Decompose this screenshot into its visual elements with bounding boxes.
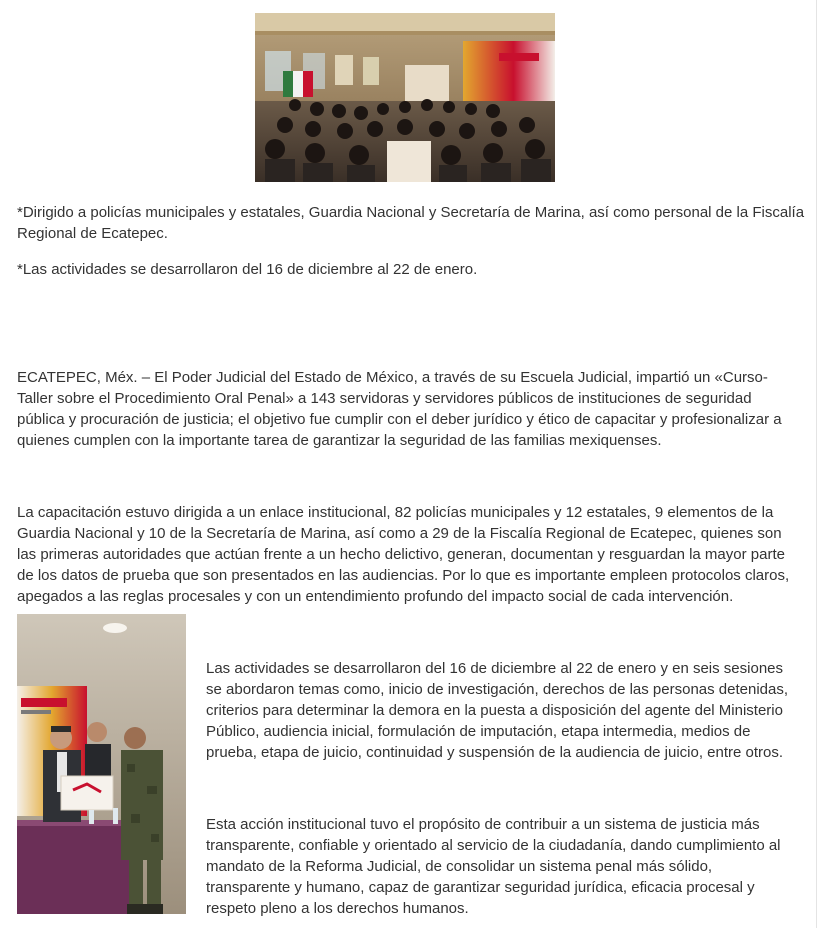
summary-bullet-2: *Las actividades se desarrollaron del 16 de diciembre al 22 de enero. (17, 261, 478, 278)
article-paragraph-1: ECATEPEC, Méx. – El Poder Judicial del Estado de México, a través de su Escuela Judicial, impartió un «Curso-Taller sobre el Procedimiento Oral Penal» a 143 servidoras y servidores públicos de instituciones de seguridad pública y procuración de justicia; el objetivo fue cumplir con el deber jurídico y ético de capacitar y profesionalizar a quienes cumplen con la importante tarea de garantizar la seguridad de las familias mexiquenses. (17, 369, 782, 449)
article-paragraph-4: Esta acción institucional tuvo el propósito de contribuir a un sistema de justicia más transparente, confiable y orientado al servicio de la ciudadanía, dando cumplimiento al mandato de la Reforma Judicial, de consolidar un sistema penal más sólido, transparente y humano, capaz de garantizar seguridad jurídica, eficacia procesal y respeto pleno a los derechos humanos. (206, 816, 781, 917)
event-photo-audience (255, 13, 555, 182)
article-paragraph-2: La capacitación estuvo dirigida a un enlace institucional, 82 policías municipales y 12 estatales, 9 elementos de la Guardia Nacional y 10 de la Secretaría de Marina, así como a 29 de la Fiscalía Regional de Ecatepec, quienes son las primeras autoridades que actúan frente a un hecho delictivo, generan, documentan y resguardan la mayor parte de los datos de prueba que son presentados en las audiencias. Por lo que es importante empleen protocolos claros, apegados a las reglas procesales y con un entendimiento profundo del impacto social de cada intervención. (17, 504, 790, 605)
summary-bullet-1: *Dirigido a policías municipales y estatales, Guardia Nacional y Secretaría de Marina, así como personal de la Fiscalía Regional de Ecatepec. (17, 204, 805, 242)
page-right-border (816, 0, 817, 928)
event-photo-certificate (17, 614, 186, 914)
article-paragraph-3: Las actividades se desarrollaron del 16 de diciembre al 22 de enero y en seis sesiones se abordaron temas como, inicio de investigación, derechos de las personas detenidas, criterios para determinar la demora en la puesta a disposición del agente del Ministerio Público, audiencia inicial, formulación de imputación, etapa intermedia, medios de prueba, etapa de juicio, continuidad y suspensión de la audiencia de juicio, entre otros. (206, 660, 789, 761)
